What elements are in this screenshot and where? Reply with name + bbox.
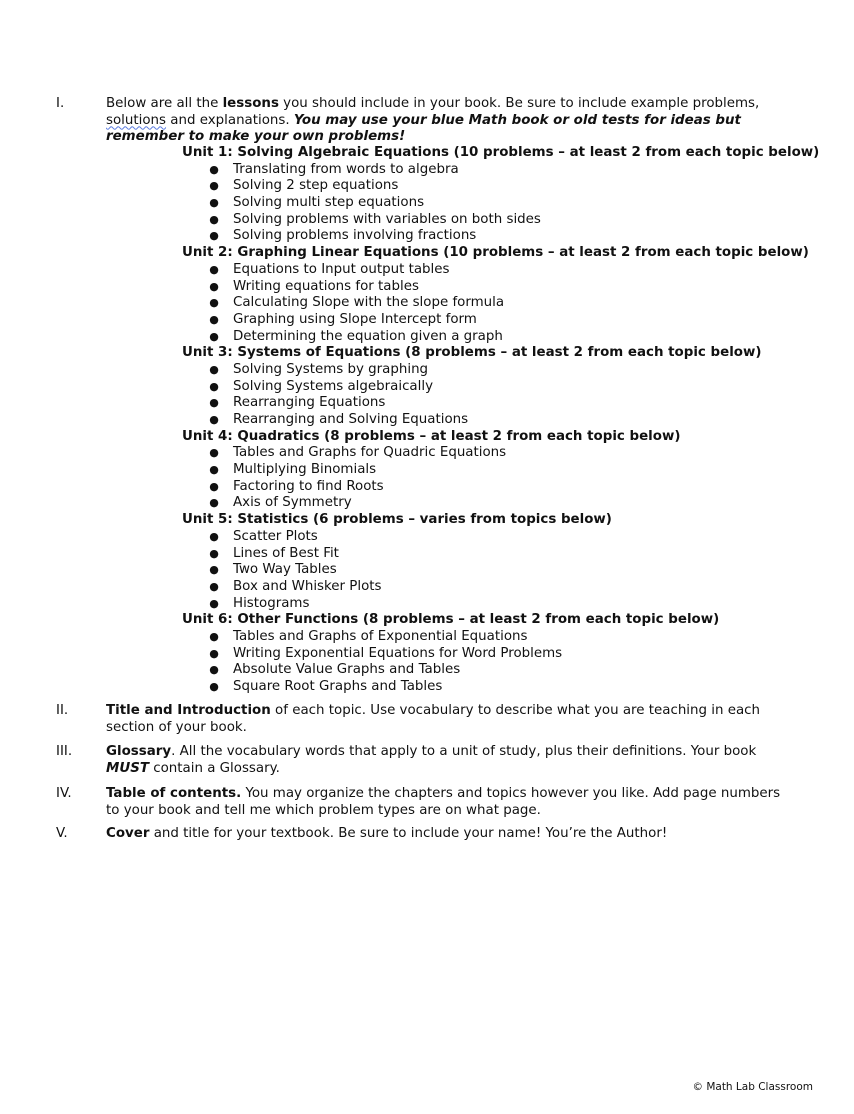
- bullet-icon: ●: [209, 179, 219, 193]
- bullet-icon: ●: [209, 162, 219, 176]
- bullet-icon: ●: [209, 529, 219, 543]
- topic-label: Multiplying Binomials: [233, 462, 377, 478]
- text-run-bold: Title and Introduction: [106, 703, 271, 718]
- bullet-icon: ●: [209, 496, 219, 510]
- topic-label: Writing equations for tables: [233, 278, 419, 294]
- topic-item: [182, 579, 802, 596]
- topic-label: Solving problems with variables on both sides: [233, 211, 541, 227]
- text-run: Below are all the: [106, 96, 223, 111]
- bullet-icon: ●: [209, 479, 219, 493]
- topic-item: [182, 412, 802, 429]
- unit-title: Unit 2: Graphing Linear Equations (10 problems – at least 2 from each topic below): [182, 245, 809, 261]
- topic-label: Lines of Best Fit: [233, 545, 339, 561]
- topic-item: [182, 546, 802, 563]
- unit-title: Unit 3: Systems of Equations (8 problems – at least 2 from each topic below): [182, 345, 762, 361]
- topic-item: [182, 262, 802, 279]
- topic-item: [182, 329, 802, 346]
- bullet-icon: ●: [209, 296, 219, 310]
- bullet-icon: ●: [209, 446, 219, 460]
- topic-label: Axis of Symmetry: [233, 495, 352, 511]
- section-4: [56, 786, 796, 819]
- topic-item: [182, 479, 802, 496]
- topic-label: Solving 2 step equations: [233, 178, 399, 194]
- topic-label: Rearranging and Solving Equations: [233, 412, 469, 427]
- topic-label: Determining the equation given a graph: [233, 328, 503, 344]
- units-list: [182, 145, 820, 696]
- topic-label: Solving multi step equations: [233, 195, 425, 211]
- bullet-icon: ●: [209, 563, 219, 577]
- topic-item: [182, 529, 802, 546]
- text-run: of each topic. Use vocabulary to describe what you are teaching in each section of your book.: [106, 703, 761, 735]
- topic-item: [182, 495, 802, 512]
- text-run: contain a Glossary.: [148, 760, 280, 776]
- topic-label: Solving problems involving fractions: [233, 228, 477, 244]
- section-numeral: V.: [56, 826, 68, 841]
- bullet-icon: ●: [209, 596, 219, 610]
- unit-title: Unit 5: Statistics (6 problems – varies from topics below): [182, 512, 612, 528]
- section-2: [56, 703, 796, 736]
- topic-label: Rearranging Equations: [233, 395, 386, 411]
- unit-block: [182, 245, 809, 345]
- bullet-icon: ●: [209, 646, 219, 660]
- topic-item: [182, 462, 802, 479]
- unit-title: Unit 6: Other Functions (8 problems – at least 2 from each topic below): [182, 612, 720, 628]
- topic-item: [182, 362, 802, 379]
- topic-label: Translating from words to algebra: [233, 161, 459, 177]
- topic-label: Square Root Graphs and Tables: [233, 679, 443, 694]
- unit-block: [182, 429, 802, 512]
- topic-item: [182, 162, 802, 179]
- bullet-icon: ●: [209, 379, 219, 393]
- topic-item: [182, 395, 802, 412]
- unit-title: Unit 1: Solving Algebraic Equations (10 problems – at least 2 from each topic below): [182, 145, 820, 160]
- text-run-bold: lessons: [222, 96, 279, 111]
- bullet-icon: ●: [209, 312, 219, 326]
- section-3: [56, 744, 796, 777]
- bullet-icon: ●: [209, 196, 219, 210]
- topic-label: Two Way Tables: [233, 562, 337, 578]
- topic-item: [182, 445, 802, 462]
- topic-item: [182, 195, 802, 212]
- section-numeral: III.: [56, 744, 73, 759]
- section-1: [56, 96, 796, 146]
- topic-item: [182, 228, 802, 245]
- unit-block: [182, 345, 802, 428]
- text-run-bold: Glossary: [106, 744, 172, 759]
- topic-label: Absolute Value Graphs and Tables: [233, 662, 461, 678]
- unit-block: [182, 512, 802, 612]
- topic-item: [182, 646, 802, 663]
- section-5: [56, 826, 796, 843]
- topic-item: [182, 562, 802, 579]
- bullet-icon: ●: [209, 229, 219, 243]
- topic-item: [182, 679, 802, 696]
- bullet-icon: ●: [209, 463, 219, 477]
- bullet-icon: ●: [209, 629, 219, 643]
- text-run-bold-italic: You may use your blue Math book or old tests for ideas but remember to make your own problems!: [106, 112, 741, 144]
- unit-block: [182, 612, 802, 695]
- topic-label: Equations to Input output tables: [233, 261, 450, 277]
- section-numeral: I.: [56, 96, 65, 111]
- topic-label: Box and Whisker Plots: [233, 578, 382, 594]
- text-run: and explanations.: [166, 112, 294, 128]
- topic-item: [182, 279, 802, 296]
- topic-label: Tables and Graphs of Exponential Equations: [233, 628, 528, 644]
- text-run-bold: Table of contents.: [106, 786, 242, 801]
- unit-block: [182, 145, 820, 245]
- topic-label: Histograms: [233, 595, 310, 611]
- text-run: . All the vocabulary words that apply to a unit of study, plus their definitions. Your book: [171, 744, 757, 759]
- topic-label: Solving Systems by graphing: [233, 361, 429, 377]
- topic-item: [182, 295, 802, 312]
- topic-label: Solving Systems algebraically: [233, 378, 433, 394]
- topic-item: [182, 178, 802, 195]
- section-text: [106, 826, 796, 843]
- topic-label: Tables and Graphs for Quadric Equations: [233, 445, 507, 461]
- topic-item: [182, 596, 802, 613]
- topic-label: Calculating Slope with the slope formula: [233, 295, 505, 311]
- topic-item: [182, 629, 802, 646]
- text-run-bold-italic: MUST: [106, 760, 149, 776]
- bullet-icon: ●: [209, 663, 219, 677]
- topic-label: Factoring to find Roots: [233, 478, 384, 494]
- bullet-icon: ●: [209, 680, 219, 693]
- section-text: [106, 744, 796, 777]
- bullet-icon: ●: [209, 329, 219, 343]
- spellcheck-word[interactable]: solutions: [106, 112, 167, 128]
- text-run: you should include in your book. Be sure to include example problems,: [278, 96, 760, 111]
- text-run: and title for your textbook. Be sure to include your name! You’re the Author!: [149, 826, 668, 841]
- unit-title: Unit 4: Quadratics (8 problems – at least 2 from each topic below): [182, 428, 681, 444]
- topic-item: [182, 662, 802, 679]
- topic-item: [182, 379, 802, 396]
- section-text: [106, 96, 796, 146]
- topic-label: Scatter Plots: [233, 528, 318, 544]
- topic-label: Graphing using Slope Intercept form: [233, 311, 477, 327]
- section-text: [106, 703, 796, 736]
- topic-label: Writing Exponential Equations for Word Problems: [233, 645, 563, 661]
- text-run: You may organize the chapters and topics however you like. Add page numbers to your book and tell me which problem types are on what page.: [106, 786, 781, 818]
- section-numeral: II.: [56, 703, 69, 718]
- bullet-icon: ●: [209, 362, 219, 376]
- section-text: [106, 786, 796, 819]
- bullet-icon: ●: [209, 279, 219, 293]
- bullet-icon: ●: [209, 579, 219, 593]
- section-numeral: IV.: [56, 786, 72, 801]
- topic-item: [182, 312, 802, 329]
- bullet-icon: ●: [209, 413, 219, 426]
- bullet-icon: ●: [209, 396, 219, 410]
- footer-copyright: © Math Lab Classroom: [692, 1081, 813, 1093]
- bullet-icon: ●: [209, 212, 219, 226]
- bullet-icon: ●: [209, 262, 219, 276]
- text-run-bold: Cover: [106, 826, 150, 841]
- topic-item: [182, 212, 802, 229]
- bullet-icon: ●: [209, 546, 219, 560]
